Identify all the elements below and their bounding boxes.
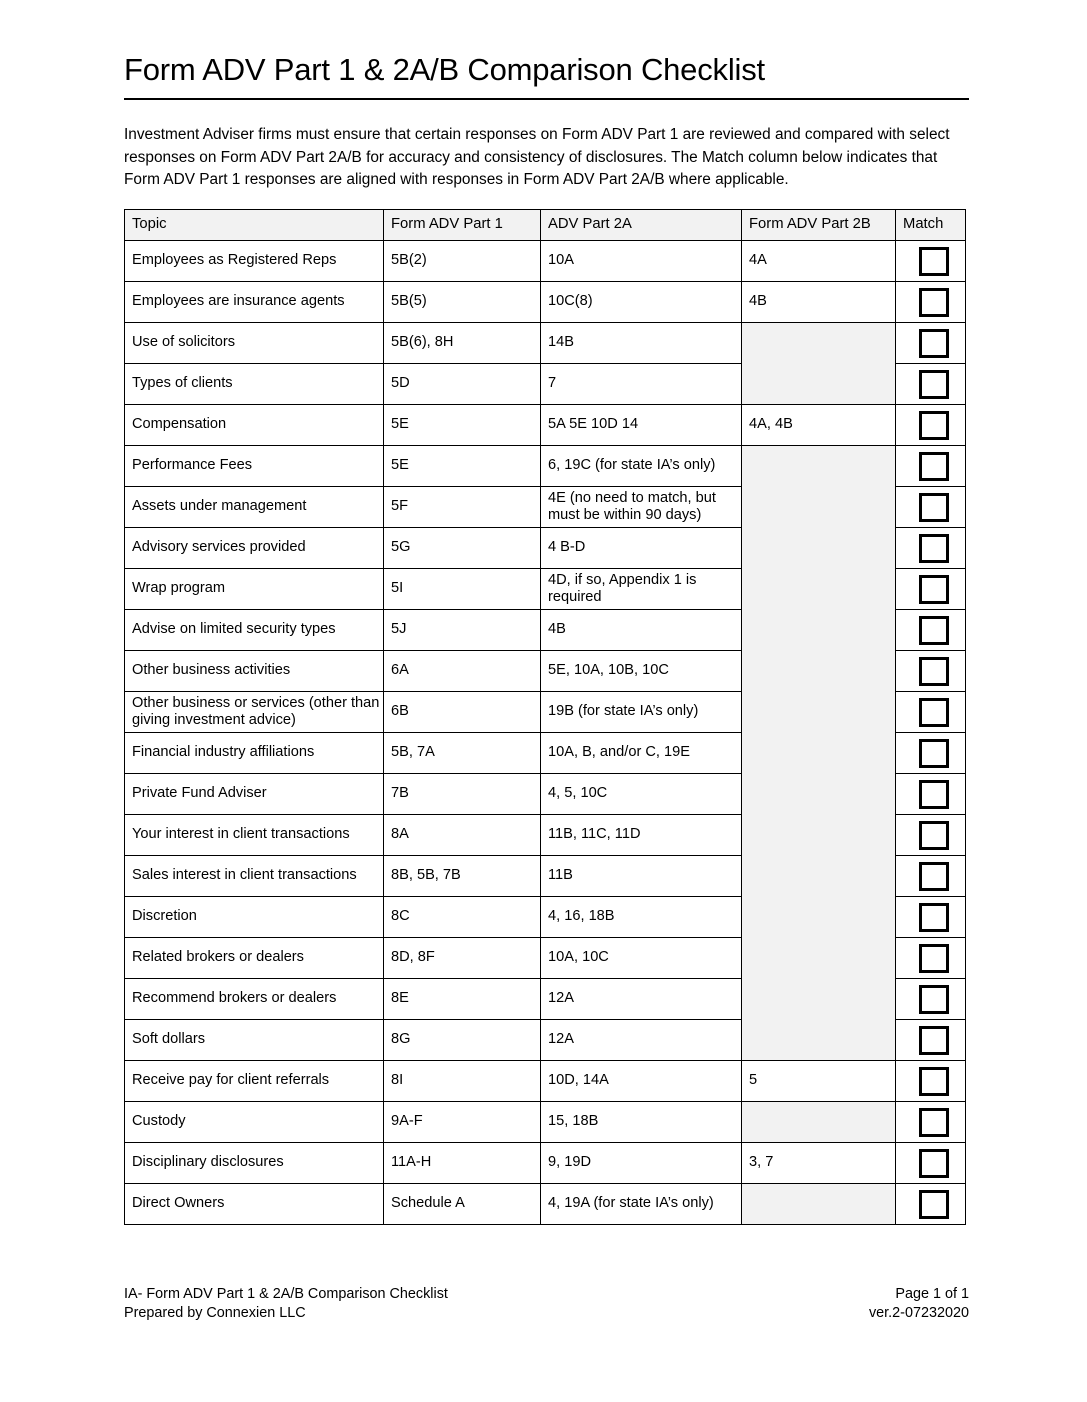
cell-form-adv-part1: 5E [384, 405, 541, 446]
cell-topic: Performance Fees [125, 446, 384, 487]
cell-adv-part2a: 10C(8) [541, 282, 742, 323]
table-row [125, 815, 966, 856]
cell-form-adv-part2b [742, 364, 896, 405]
cell-topic: Disciplinary disclosures [125, 1143, 384, 1184]
cell-adv-part2a: 5E, 10A, 10B, 10C [541, 651, 742, 692]
cell-topic: Wrap program [125, 569, 384, 610]
table-row [125, 569, 966, 610]
cell-topic: Your interest in client transactions [125, 815, 384, 856]
table-body [125, 241, 966, 1225]
cell-form-adv-part1: 5D [384, 364, 541, 405]
footer-left [124, 1285, 448, 1322]
cell-form-adv-part2b [742, 692, 896, 733]
cell-adv-part2a: 4, 16, 18B [541, 897, 742, 938]
table-row [125, 282, 966, 323]
cell-topic: Receive pay for client referrals [125, 1061, 384, 1102]
cell-adv-part2a: 12A [541, 1020, 742, 1061]
match-checkbox[interactable] [919, 247, 949, 276]
cell-form-adv-part2b [742, 979, 896, 1020]
cell-form-adv-part1: 6B [384, 692, 541, 733]
cell-form-adv-part1: 5F [384, 487, 541, 528]
cell-adv-part2a: 4, 19A (for state IA’s only) [541, 1184, 742, 1225]
cell-adv-part2a: 5A 5E 10D 14 [541, 405, 742, 446]
cell-adv-part2a: 4 B-D [541, 528, 742, 569]
cell-adv-part2a: 4, 5, 10C [541, 774, 742, 815]
cell-match[interactable] [896, 405, 966, 446]
cell-form-adv-part1: 8E [384, 979, 541, 1020]
cell-form-adv-part2b [742, 651, 896, 692]
table-row [125, 528, 966, 569]
cell-topic: Types of clients [125, 364, 384, 405]
cell-adv-part2a: 19B (for state IA’s only) [541, 692, 742, 733]
cell-topic: Direct Owners [125, 1184, 384, 1225]
table-row [125, 610, 966, 651]
match-checkbox[interactable] [919, 657, 949, 686]
cell-topic: Assets under management [125, 487, 384, 528]
cell-form-adv-part2b: 4A, 4B [742, 405, 896, 446]
cell-form-adv-part2b [742, 446, 896, 487]
cell-adv-part2a: 14B [541, 323, 742, 364]
cell-form-adv-part2b: 3, 7 [742, 1143, 896, 1184]
cell-match[interactable] [896, 323, 966, 364]
cell-form-adv-part2b: 4B [742, 282, 896, 323]
table-row [125, 938, 966, 979]
cell-adv-part2a: 11B, 11C, 11D [541, 815, 742, 856]
table-row [125, 856, 966, 897]
footer-right [869, 1285, 969, 1322]
cell-topic: Sales interest in client transactions [125, 856, 384, 897]
cell-match[interactable] [896, 241, 966, 282]
cell-topic: Other business activities [125, 651, 384, 692]
cell-match[interactable] [896, 528, 966, 569]
cell-match[interactable] [896, 1143, 966, 1184]
cell-form-adv-part2b [742, 856, 896, 897]
cell-adv-part2a: 4D, if so, Appendix 1 is required [541, 569, 742, 610]
match-checkbox[interactable] [919, 739, 949, 768]
cell-form-adv-part2b [742, 897, 896, 938]
cell-adv-part2a: 11B [541, 856, 742, 897]
cell-form-adv-part2b [742, 528, 896, 569]
match-checkbox[interactable] [919, 411, 949, 440]
match-checkbox[interactable] [919, 862, 949, 891]
cell-match[interactable] [896, 856, 966, 897]
cell-match[interactable] [896, 1020, 966, 1061]
cell-form-adv-part1: 8G [384, 1020, 541, 1061]
cell-form-adv-part1: Schedule A [384, 1184, 541, 1225]
table-row [125, 1061, 966, 1102]
table-row [125, 733, 966, 774]
cell-topic: Use of solicitors [125, 323, 384, 364]
cell-form-adv-part2b [742, 938, 896, 979]
cell-topic: Compensation [125, 405, 384, 446]
column-header-match: Match [896, 210, 966, 241]
cell-adv-part2a: 6, 19C (for state IA’s only) [541, 446, 742, 487]
match-checkbox[interactable] [919, 534, 949, 563]
match-checkbox[interactable] [919, 903, 949, 932]
cell-topic: Discretion [125, 897, 384, 938]
page-footer [124, 1285, 969, 1322]
match-checkbox[interactable] [919, 329, 949, 358]
match-checkbox[interactable] [919, 821, 949, 850]
match-checkbox[interactable] [919, 1026, 949, 1055]
cell-form-adv-part2b [742, 1184, 896, 1225]
match-checkbox[interactable] [919, 575, 949, 604]
checklist-table-container [124, 209, 965, 1225]
cell-match[interactable] [896, 446, 966, 487]
table-row [125, 897, 966, 938]
cell-form-adv-part1: 5I [384, 569, 541, 610]
cell-match[interactable] [896, 282, 966, 323]
table-row [125, 1020, 966, 1061]
comparison-checklist-table [124, 209, 966, 1225]
footer-page-number: Page 1 of 1 [895, 1286, 969, 1302]
cell-match[interactable] [896, 610, 966, 651]
cell-topic: Other business or services (other than giving investment advice) [125, 692, 384, 733]
cell-adv-part2a: 4B [541, 610, 742, 651]
cell-topic: Advisory services provided [125, 528, 384, 569]
match-checkbox[interactable] [919, 1149, 949, 1178]
match-checkbox[interactable] [919, 698, 949, 727]
table-header [125, 210, 966, 241]
cell-adv-part2a: 10D, 14A [541, 1061, 742, 1102]
table-row [125, 692, 966, 733]
cell-adv-part2a: 10A, 10C [541, 938, 742, 979]
table-row [125, 364, 966, 405]
cell-match[interactable] [896, 1061, 966, 1102]
match-checkbox[interactable] [919, 985, 949, 1014]
match-checkbox[interactable] [919, 944, 949, 973]
cell-match[interactable] [896, 733, 966, 774]
cell-match[interactable] [896, 815, 966, 856]
cell-match[interactable] [896, 569, 966, 610]
cell-match[interactable] [896, 692, 966, 733]
cell-topic: Soft dollars [125, 1020, 384, 1061]
cell-topic: Employees as Registered Reps [125, 241, 384, 282]
table-row [125, 405, 966, 446]
page-title: Form ADV Part 1 & 2A/B Comparison Checklist [124, 52, 765, 87]
match-checkbox[interactable] [919, 780, 949, 809]
cell-match[interactable] [896, 897, 966, 938]
table-row [125, 774, 966, 815]
cell-form-adv-part1: 5E [384, 446, 541, 487]
footer-doc-name: IA- Form ADV Part 1 & 2A/B Comparison Checklist [124, 1286, 448, 1302]
cell-form-adv-part1: 6A [384, 651, 541, 692]
match-checkbox[interactable] [919, 1067, 949, 1096]
intro-text: Investment Adviser firms must ensure that certain responses on Form ADV Part 1 are reviewed and compared with select responses on Form ADV Part 2A/B for accuracy and consistency of disclosures. The Match column below indicates that Form ADV Part 1 responses are aligned with responses in Form ADV Part 2A/B where applicable. [124, 126, 950, 188]
intro-paragraph [124, 124, 966, 192]
cell-form-adv-part1: 5J [384, 610, 541, 651]
cell-form-adv-part2b [742, 1102, 896, 1143]
cell-form-adv-part2b: 4A [742, 241, 896, 282]
table-row [125, 487, 966, 528]
cell-match[interactable] [896, 979, 966, 1020]
cell-form-adv-part2b [742, 487, 896, 528]
cell-match[interactable] [896, 487, 966, 528]
cell-form-adv-part1: 8I [384, 1061, 541, 1102]
cell-form-adv-part1: 5B, 7A [384, 733, 541, 774]
cell-form-adv-part1: 7B [384, 774, 541, 815]
cell-adv-part2a: 10A, B, and/or C, 19E [541, 733, 742, 774]
cell-form-adv-part1: 9A-F [384, 1102, 541, 1143]
cell-form-adv-part2b [742, 733, 896, 774]
column-header-part1: Form ADV Part 1 [384, 210, 541, 241]
cell-match[interactable] [896, 1102, 966, 1143]
footer-version: ver.2-07232020 [868, 1304, 969, 1321]
cell-topic: Recommend brokers or dealers [125, 979, 384, 1020]
column-header-part2b: Form ADV Part 2B [742, 210, 896, 241]
cell-adv-part2a: 15, 18B [541, 1102, 742, 1143]
cell-form-adv-part1: 5B(2) [384, 241, 541, 282]
cell-topic: Employees are insurance agents [125, 282, 384, 323]
cell-form-adv-part2b [742, 1020, 896, 1061]
cell-topic: Custody [125, 1102, 384, 1143]
table-row [125, 979, 966, 1020]
cell-topic: Related brokers or dealers [125, 938, 384, 979]
cell-form-adv-part2b: 5 [742, 1061, 896, 1102]
cell-match[interactable] [896, 938, 966, 979]
cell-form-adv-part1: 8A [384, 815, 541, 856]
table-row [125, 1143, 966, 1184]
table-row [125, 651, 966, 692]
column-header-topic: Topic [125, 210, 384, 241]
title-divider [124, 98, 969, 100]
cell-adv-part2a: 10A [541, 241, 742, 282]
cell-topic: Advise on limited security types [125, 610, 384, 651]
match-checkbox[interactable] [919, 452, 949, 481]
cell-match[interactable] [896, 364, 966, 405]
cell-topic: Financial industry affiliations [125, 733, 384, 774]
cell-adv-part2a: 9, 19D [541, 1143, 742, 1184]
cell-form-adv-part1: 8D, 8F [384, 938, 541, 979]
table-row [125, 1184, 966, 1225]
table-header-row [125, 210, 966, 241]
title-block [124, 52, 969, 100]
footer-prepared-by: Prepared by Connexien LLC [124, 1304, 306, 1321]
cell-form-adv-part2b [742, 815, 896, 856]
cell-form-adv-part2b [742, 774, 896, 815]
cell-form-adv-part1: 8C [384, 897, 541, 938]
match-checkbox[interactable] [919, 370, 949, 399]
cell-form-adv-part1: 5G [384, 528, 541, 569]
match-checkbox[interactable] [919, 288, 949, 317]
cell-form-adv-part1: 11A-H [384, 1143, 541, 1184]
cell-form-adv-part1: 8B, 5B, 7B [384, 856, 541, 897]
cell-form-adv-part2b [742, 569, 896, 610]
table-row [125, 323, 966, 364]
cell-match[interactable] [896, 1184, 966, 1225]
match-checkbox[interactable] [919, 493, 949, 522]
table-row [125, 446, 966, 487]
column-header-part2a: ADV Part 2A [541, 210, 742, 241]
match-checkbox[interactable] [919, 1190, 949, 1219]
match-checkbox[interactable] [919, 1108, 949, 1137]
table-row [125, 1102, 966, 1143]
cell-topic: Private Fund Adviser [125, 774, 384, 815]
cell-match[interactable] [896, 774, 966, 815]
cell-adv-part2a: 7 [541, 364, 742, 405]
cell-match[interactable] [896, 651, 966, 692]
table-row [125, 241, 966, 282]
cell-adv-part2a: 12A [541, 979, 742, 1020]
cell-form-adv-part2b [742, 323, 896, 364]
cell-form-adv-part1: 5B(5) [384, 282, 541, 323]
cell-form-adv-part1: 5B(6), 8H [384, 323, 541, 364]
cell-form-adv-part2b [742, 610, 896, 651]
match-checkbox[interactable] [919, 616, 949, 645]
cell-adv-part2a: 4E (no need to match, but must be within 90 days) [541, 487, 742, 528]
